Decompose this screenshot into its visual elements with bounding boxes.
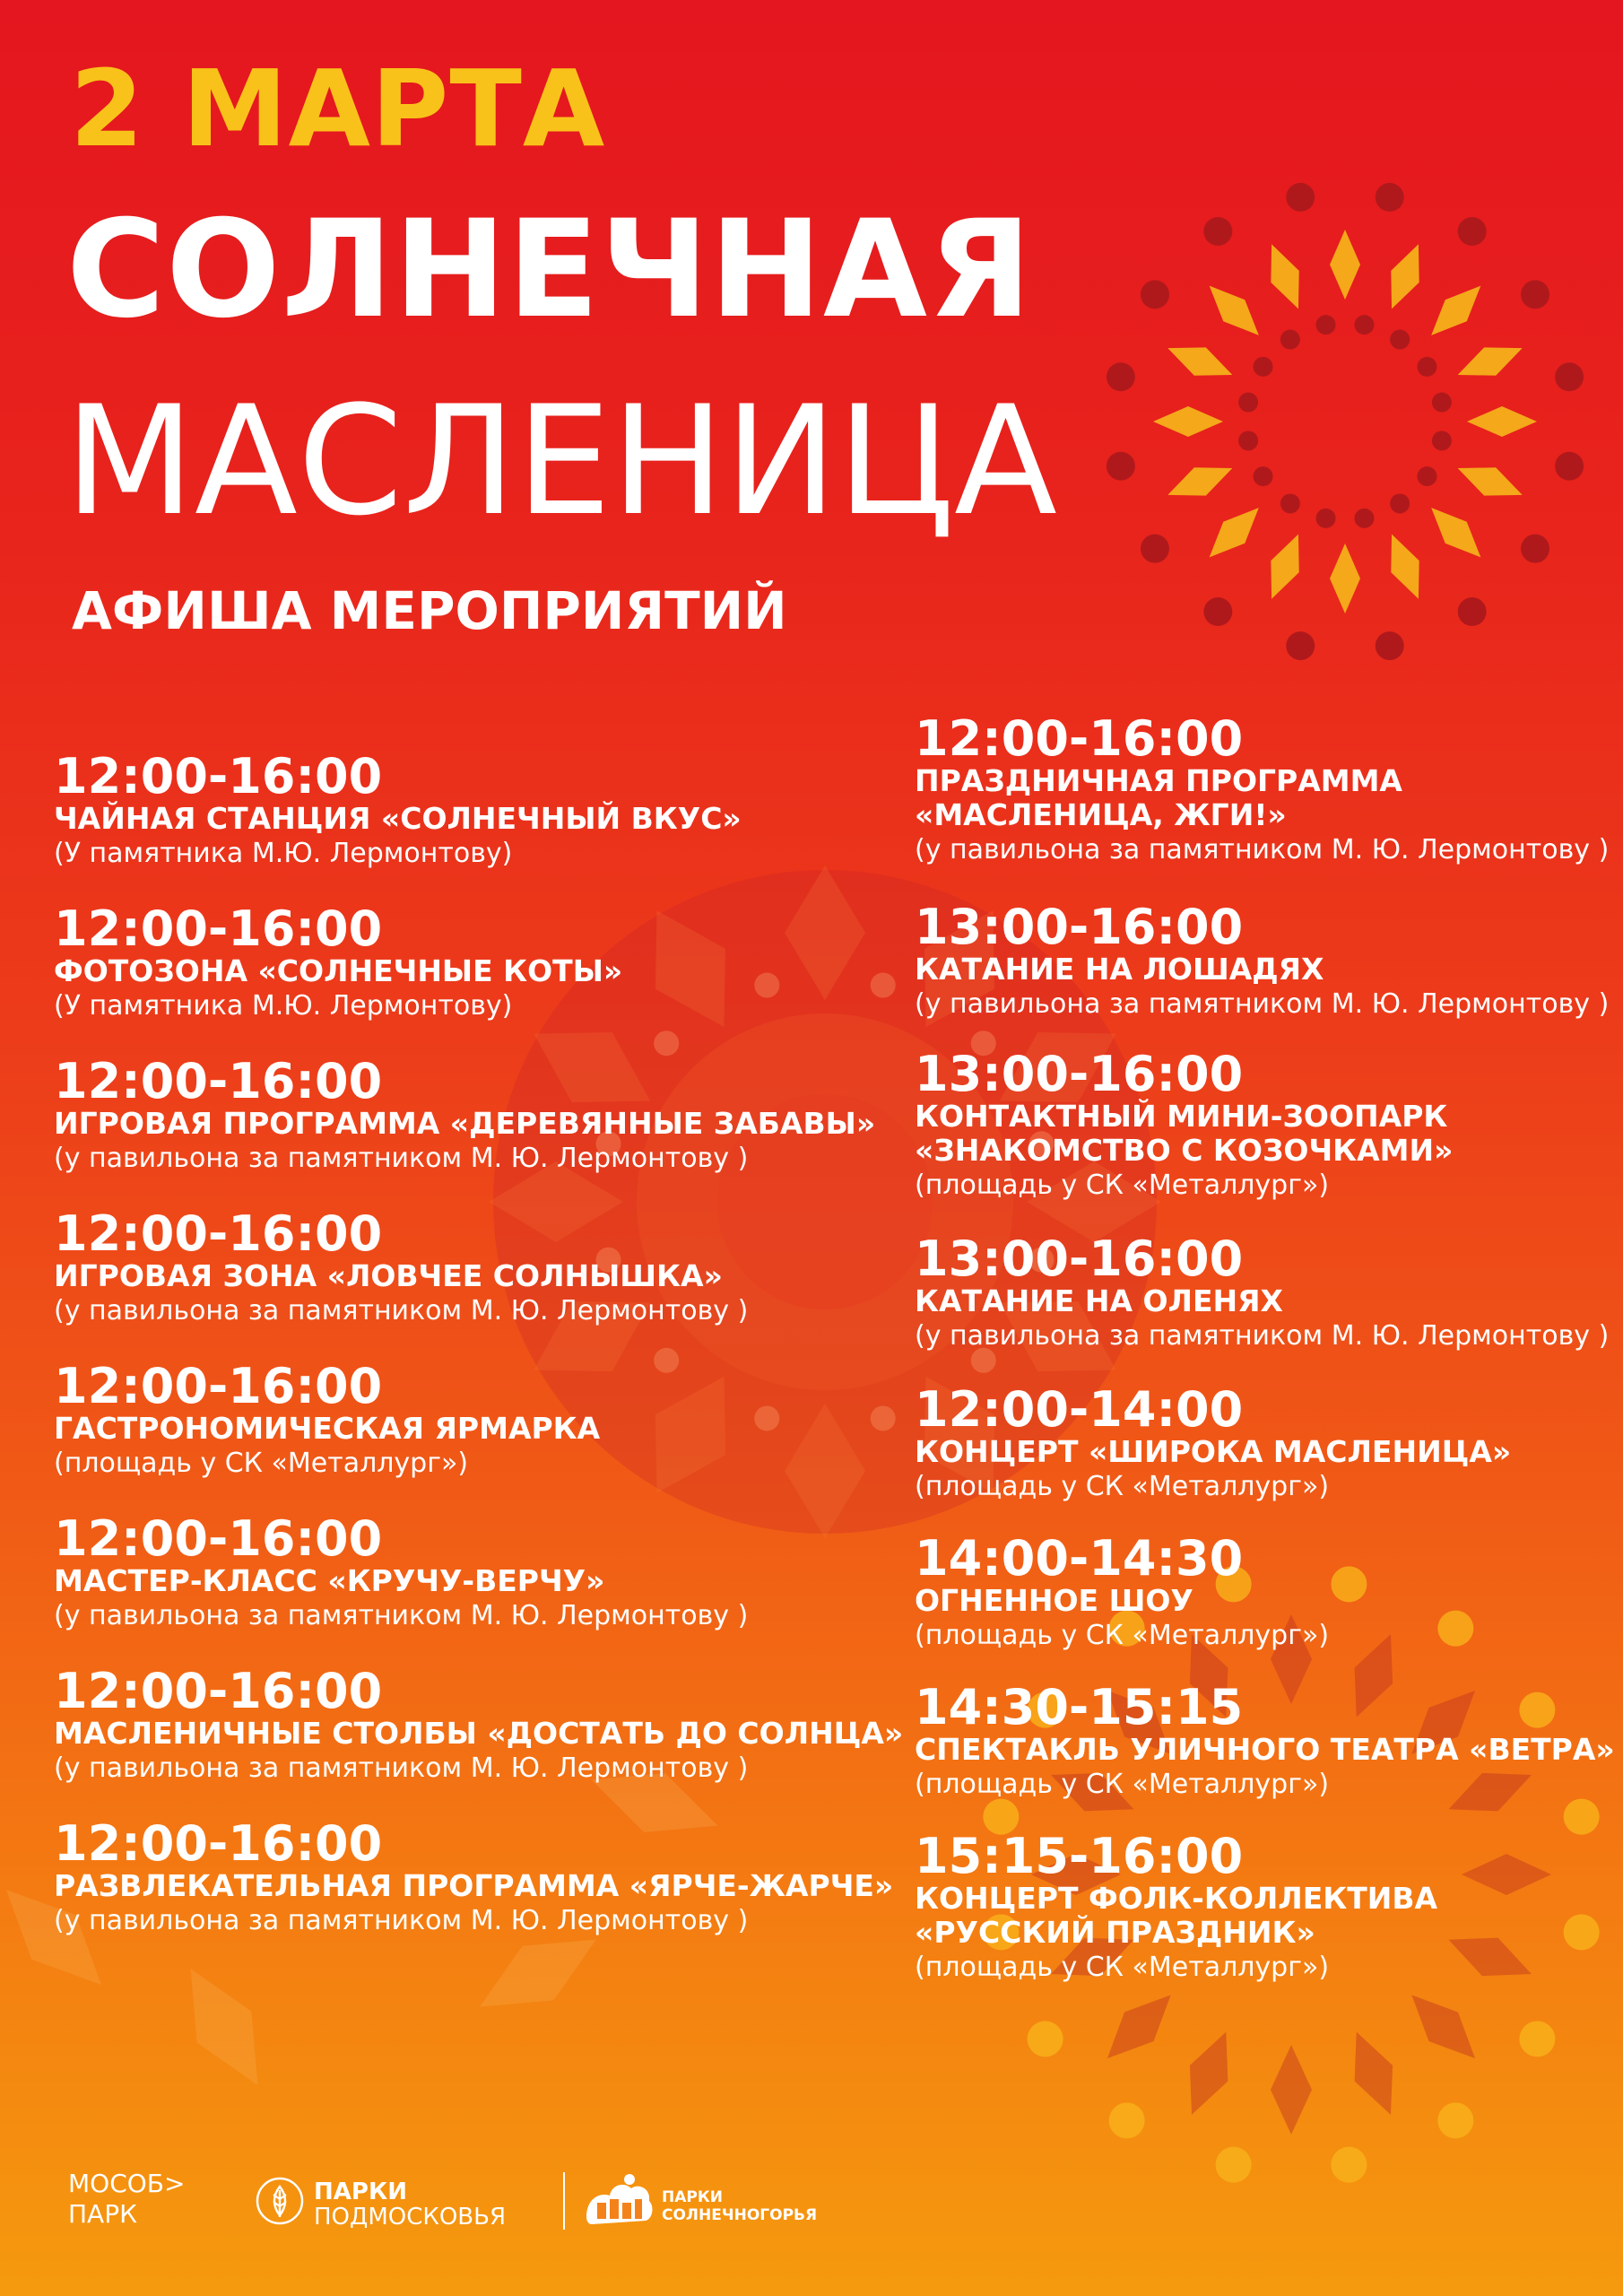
bottom-sun-ray bbox=[1449, 1938, 1532, 1976]
sun-outer-dot bbox=[1376, 631, 1404, 660]
sun-ray bbox=[1467, 406, 1537, 437]
sun-outer-dot bbox=[1286, 631, 1315, 660]
bottom-sun-dot bbox=[1331, 2147, 1367, 2183]
sun-outer-dot bbox=[1141, 280, 1169, 309]
sun-inner-dot bbox=[1432, 430, 1452, 450]
schedule-item bbox=[915, 1530, 1330, 1654]
event-name: ИГРОВАЯ ЗОНА «ЛОВЧЕЕ СОЛНЫШКА» bbox=[54, 1258, 723, 1293]
event-name: ЧАЙНАЯ СТАНЦИЯ «СОЛНЕЧНЫЙ ВКУС» bbox=[54, 801, 742, 836]
rosette-dot bbox=[871, 973, 896, 998]
sun-outer-dot bbox=[1458, 217, 1487, 246]
sun-inner-dot bbox=[1390, 493, 1410, 513]
parki-podmoskovya-line-1: ПАРКИ bbox=[314, 2179, 407, 2205]
sun-outer-dot bbox=[1555, 452, 1584, 481]
event-place: (у павильона за памятником М. Ю. Лермонтову ) bbox=[54, 1600, 749, 1631]
sun-inner-dot bbox=[1316, 509, 1336, 528]
schedule-item bbox=[915, 899, 1610, 1022]
parki-solnechnogorya-line-1: ПАРКИ bbox=[662, 2188, 723, 2206]
schedule-item bbox=[915, 1046, 1454, 1204]
event-name: ИГРОВАЯ ПРОГРАММА «ДЕРЕВЯННЫЕ ЗАБАВЫ» bbox=[54, 1106, 876, 1141]
parki-solnechnogorya-line-2: СОЛНЕЧНОГОРЬЯ bbox=[662, 2206, 818, 2224]
bottom-sun-ray bbox=[1107, 1995, 1171, 2058]
event-time: 13:00-16:00 bbox=[915, 899, 1244, 955]
event-place: (у павильона за памятником М. Ю. Лермонтову ) bbox=[54, 1295, 749, 1326]
parki-podmoskovya-emblem-icon bbox=[255, 2176, 305, 2226]
sun-ray bbox=[1458, 467, 1523, 495]
event-place: (площадь у СК «Металлург») bbox=[915, 1471, 1330, 1502]
schedule-item bbox=[54, 1205, 749, 1329]
faint-diamond bbox=[480, 1940, 596, 2007]
event-name: МАСТЕР-КЛАСС «КРУЧУ-ВЕРЧУ» bbox=[54, 1563, 605, 1598]
sun-ray bbox=[1330, 230, 1360, 300]
sun-inner-dot bbox=[1417, 357, 1436, 377]
event-name: КАТАНИЕ НА ЛОШАДЯХ bbox=[915, 952, 1324, 987]
rosette-dot bbox=[754, 1405, 779, 1431]
event-time: 12:00-16:00 bbox=[54, 1663, 383, 1719]
schedule-item bbox=[54, 1358, 601, 1482]
schedule-item bbox=[54, 1663, 904, 1787]
event-name-continued: «МАСЛЕНИЦА, ЖГИ!» bbox=[915, 797, 1287, 832]
sun-ray bbox=[1431, 508, 1480, 557]
bottom-sun-ray bbox=[1355, 2032, 1393, 2115]
rosette-dot bbox=[654, 1031, 679, 1056]
sun-ray bbox=[1167, 347, 1232, 375]
sun-ray bbox=[1431, 286, 1480, 335]
bottom-sun-dot bbox=[1331, 1566, 1367, 1602]
bottom-sun-dot bbox=[1564, 1799, 1600, 1835]
sun-inner-dot bbox=[1280, 330, 1300, 350]
sun-ray bbox=[1153, 406, 1223, 437]
sun-ray bbox=[1391, 535, 1419, 599]
event-name: ФОТОЗОНА «СОЛНЕЧНЫЕ КОТЫ» bbox=[54, 953, 623, 988]
logo-divider bbox=[563, 2172, 565, 2230]
event-time: 14:30-15:15 bbox=[915, 1679, 1244, 1735]
sun-ray bbox=[1271, 535, 1298, 599]
bottom-sun-dot bbox=[1519, 2021, 1555, 2057]
event-place: (площадь у СК «Металлург») bbox=[915, 1769, 1330, 1800]
sun-outer-dot bbox=[1376, 183, 1404, 212]
event-name: МАСЛЕНИЧНЫЕ СТОЛБЫ «ДОСТАТЬ ДО СОЛНЦА» bbox=[54, 1716, 904, 1751]
event-place: (площадь у СК «Металлург») bbox=[54, 1448, 469, 1479]
event-time: 14:00-14:30 bbox=[915, 1530, 1244, 1587]
event-time: 12:00-16:00 bbox=[54, 1205, 383, 1262]
event-name: ГАСТРОНОМИЧЕСКАЯ ЯРМАРКА bbox=[54, 1411, 601, 1446]
schedule-item bbox=[54, 900, 623, 1024]
schedule-item bbox=[54, 1053, 876, 1177]
sun-inner-dot bbox=[1254, 357, 1273, 377]
sun-inner-dot bbox=[1354, 315, 1374, 335]
event-name-continued: «РУССКИЙ ПРАЗДНИК» bbox=[915, 1915, 1315, 1950]
sun-inner-dot bbox=[1238, 393, 1258, 413]
schedule-item bbox=[915, 1679, 1615, 1803]
event-name: РАЗВЛЕКАТЕЛЬНАЯ ПРОГРАММА «ЯРЧЕ-ЖАРЧЕ» bbox=[54, 1868, 894, 1903]
sun-ray bbox=[1210, 286, 1259, 335]
bottom-sun-ray bbox=[1190, 2032, 1228, 2115]
event-name: ПРАЗДНИЧНАЯ ПРОГРАММА bbox=[915, 763, 1402, 798]
event-place: (У памятника М.Ю. Лермонтову) bbox=[54, 838, 513, 869]
event-time: 13:00-16:00 bbox=[915, 1231, 1244, 1287]
event-name: КАТАНИЕ НА ОЛЕНЯХ bbox=[915, 1283, 1283, 1318]
sun-ray bbox=[1167, 467, 1232, 495]
sun-inner-dot bbox=[1432, 393, 1452, 413]
bottom-sun-ray bbox=[1271, 2045, 1312, 2135]
sun-inner-dot bbox=[1417, 466, 1436, 486]
event-name-continued: «ЗНАКОМСТВО С КОЗОЧКАМИ» bbox=[915, 1133, 1454, 1168]
event-name: КОНЦЕРТ ФОЛК-КОЛЛЕКТИВА bbox=[915, 1881, 1438, 1916]
sun-ray bbox=[1458, 347, 1523, 375]
schedule-item bbox=[54, 1510, 749, 1634]
event-name: ОГНЕННОЕ ШОУ bbox=[915, 1583, 1193, 1618]
title-line-1: СОЛНЕЧНАЯ bbox=[66, 192, 1033, 348]
bottom-sun-dot bbox=[1437, 2102, 1473, 2138]
sun-inner-dot bbox=[1390, 330, 1410, 350]
event-place: (у павильона за памятником М. Ю. Лермонтову ) bbox=[915, 1320, 1610, 1352]
event-time: 12:00-16:00 bbox=[54, 1358, 383, 1414]
event-name: КОНТАКТНЫЙ МИНИ-ЗООПАРК bbox=[915, 1099, 1448, 1134]
event-time: 12:00-16:00 bbox=[54, 1053, 383, 1109]
event-time: 15:15-16:00 bbox=[915, 1828, 1244, 1884]
event-place: (У памятника М.Ю. Лермонтову) bbox=[54, 990, 513, 1022]
event-time: 12:00-16:00 bbox=[54, 748, 383, 804]
event-place: (площадь у СК «Металлург») bbox=[915, 1620, 1330, 1651]
event-time: 12:00-14:00 bbox=[915, 1381, 1244, 1438]
event-place: (у павильона за памятником М. Ю. Лермонтову ) bbox=[915, 834, 1610, 865]
sun-outer-dot bbox=[1203, 597, 1232, 626]
event-name: СПЕКТАКЛЬ УЛИЧНОГО ТЕАТРА «ВЕТРА» bbox=[915, 1732, 1615, 1767]
event-place: (площадь у СК «Металлург») bbox=[915, 1170, 1330, 1201]
sun-inner-dot bbox=[1354, 509, 1374, 528]
rosette-dot bbox=[871, 1405, 896, 1431]
event-name: КОНЦЕРТ «ШИРОКА МАСЛЕНИЦА» bbox=[915, 1434, 1512, 1469]
event-time: 12:00-16:00 bbox=[915, 710, 1244, 767]
title-line-2: МАСЛЕНИЦА bbox=[65, 373, 1058, 549]
schedule-item bbox=[915, 710, 1610, 868]
event-time: 13:00-16:00 bbox=[915, 1046, 1244, 1102]
subtitle: АФИША МЕРОПРИЯТИЙ bbox=[72, 580, 787, 641]
bottom-sun-dot bbox=[1216, 2147, 1252, 2183]
sun-outer-dot bbox=[1107, 452, 1135, 481]
mosoblpark-logo-line-2: ПАРК bbox=[68, 2199, 137, 2229]
bottom-sun-ray bbox=[1462, 1854, 1551, 1895]
sun-inner-dot bbox=[1280, 493, 1300, 513]
sun-ornament-icon bbox=[1107, 183, 1584, 660]
event-place: (у павильона за памятником М. Ю. Лермонтову ) bbox=[915, 988, 1610, 1020]
sun-outer-dot bbox=[1458, 597, 1487, 626]
mosoblpark-logo-line-1: МОСОБ> bbox=[68, 2169, 186, 2198]
mosoblpark-logo bbox=[68, 2169, 185, 2230]
parki-podmoskovya-line-2: ПОДМОСКОВЬЯ bbox=[314, 2204, 507, 2231]
sun-ray bbox=[1271, 244, 1298, 309]
bottom-sun-dot bbox=[1564, 1914, 1600, 1950]
event-place: (у павильона за памятником М. Ю. Лермонтову ) bbox=[54, 1752, 749, 1784]
event-place: (у павильона за памятником М. Ю. Лермонтову ) bbox=[54, 1143, 749, 1174]
event-place: (площадь у СК «Металлург») bbox=[915, 1952, 1330, 1983]
event-time: 12:00-16:00 bbox=[54, 1510, 383, 1567]
bottom-sun-dot bbox=[1028, 2021, 1063, 2057]
bottom-sun-ray bbox=[1411, 1995, 1475, 2058]
sun-outer-dot bbox=[1555, 362, 1584, 391]
sun-outer-dot bbox=[1141, 535, 1169, 563]
schedule-item bbox=[54, 748, 742, 872]
schedule-item bbox=[915, 1381, 1512, 1505]
sun-outer-dot bbox=[1107, 362, 1135, 391]
event-time: 12:00-16:00 bbox=[54, 1815, 383, 1872]
sun-ray bbox=[1330, 544, 1360, 613]
event-place: (у павильона за памятником М. Ю. Лермонтову ) bbox=[54, 1905, 749, 1936]
rosette-dot bbox=[654, 1348, 679, 1373]
event-date: 2 МАРТА bbox=[70, 47, 606, 170]
rosette-dot bbox=[754, 973, 779, 998]
sun-outer-dot bbox=[1203, 217, 1232, 246]
bottom-sun-dot bbox=[1109, 2102, 1145, 2138]
parki-solnechnogorya-emblem-icon bbox=[583, 2172, 655, 2231]
bottom-sun-dot bbox=[1437, 1611, 1473, 1647]
sun-outer-dot bbox=[1521, 280, 1549, 309]
schedule-item bbox=[915, 1828, 1438, 1986]
sun-outer-dot bbox=[1521, 535, 1549, 563]
sun-ray bbox=[1391, 244, 1419, 309]
schedule-item bbox=[54, 1815, 894, 1939]
sun-inner-dot bbox=[1254, 466, 1273, 486]
sun-inner-dot bbox=[1238, 430, 1258, 450]
faint-diamond bbox=[191, 1969, 258, 2085]
event-time: 12:00-16:00 bbox=[54, 900, 383, 957]
sun-ray bbox=[1210, 508, 1259, 557]
schedule-item bbox=[915, 1231, 1610, 1354]
sun-outer-dot bbox=[1286, 183, 1315, 212]
sun-inner-dot bbox=[1316, 315, 1336, 335]
